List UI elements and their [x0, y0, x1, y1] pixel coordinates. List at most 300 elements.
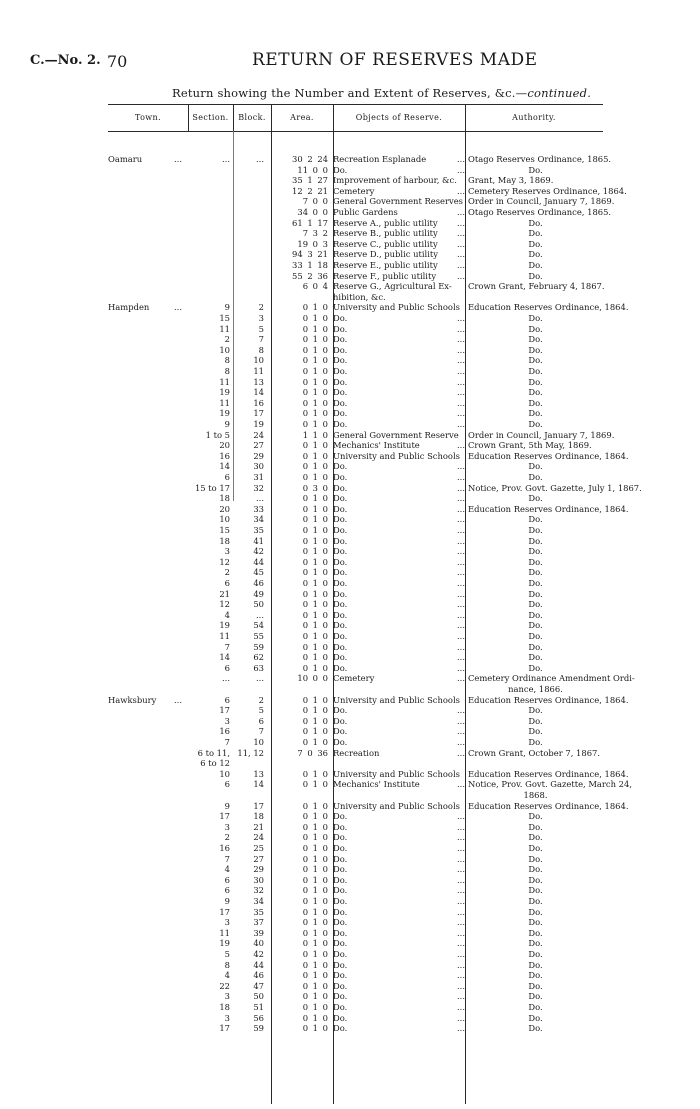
section-cell: ... [222, 673, 230, 684]
section-cell: 3 [224, 546, 230, 557]
block-cell: 11, 12 [237, 747, 264, 758]
table-row [108, 885, 603, 896]
block-cell: 54 [253, 620, 264, 631]
section-cell: 19 [219, 387, 230, 398]
object-cell: Do. [333, 715, 348, 726]
object-cell: Do. [333, 853, 348, 864]
section-cell: 17 [219, 906, 230, 917]
section-cell: 16 [219, 726, 230, 737]
authority-cell: Education Reserves Ordinance, 1864. [468, 768, 629, 779]
table-row [108, 154, 612, 165]
object-dots: ... [457, 843, 465, 853]
area-cell: 0 1 0 [302, 323, 328, 334]
table-row [108, 1002, 603, 1013]
object-dots: ... [457, 1002, 465, 1012]
authority-cell: Do. [528, 927, 543, 938]
block-cell: 18 [253, 811, 264, 822]
area-cell: 0 1 0 [302, 737, 328, 747]
table-row [108, 589, 603, 600]
block-cell: 17 [253, 800, 264, 811]
object-dots: ... [457, 991, 465, 1002]
area-cell: 0 1 0 [302, 376, 328, 387]
section-cell: 17 [219, 811, 230, 822]
area-cell: 0 1 0 [302, 885, 328, 896]
table-row [108, 557, 603, 568]
area-cell: 0 1 0 [302, 1023, 328, 1034]
area-cell: 55 2 36 [292, 270, 328, 281]
table-row [108, 536, 603, 547]
col-header-block: Block. [238, 113, 266, 122]
object-dots: ... [457, 493, 465, 504]
block-cell: 41 [253, 535, 264, 546]
area-cell: 0 1 0 [302, 334, 328, 345]
object-cell: Do. [333, 164, 348, 175]
authority-cell: Do. [528, 387, 543, 398]
section-cell: 9 [224, 419, 230, 429]
area-cell: 0 1 0 [302, 472, 328, 482]
authority-cell: Do. [528, 980, 543, 991]
section-cell: 4 [224, 609, 230, 620]
table-row [108, 324, 603, 335]
object-dots: ... [457, 366, 465, 376]
area-cell: 0 1 0 [302, 864, 328, 875]
section-cell: 19 [219, 620, 230, 631]
authority-cell: Do. [528, 631, 543, 641]
page-title: RETURN OF RESERVES MADE [252, 50, 538, 70]
authority-cell: Do. [528, 1002, 543, 1012]
authority-cell: Order in Council, January 7, 1869. [468, 196, 615, 207]
section-cell: 3 [224, 1012, 230, 1023]
area-cell: 0 1 0 [302, 1002, 328, 1012]
object-cell: Do. [333, 705, 348, 716]
authority-cell: Do. [528, 260, 543, 270]
table-row [108, 377, 603, 388]
block-cell: 17 [253, 408, 264, 419]
authority-cell: Do. [528, 249, 543, 260]
area-cell: 30 2 24 [292, 154, 328, 164]
table-row [108, 185, 627, 197]
block-cell: 40 [253, 938, 264, 949]
object-dots: ... [457, 641, 465, 652]
table-row [108, 960, 603, 971]
section-cell: 20 [219, 440, 230, 451]
authority-cell: Do. [528, 832, 543, 843]
block-cell: 7 [258, 334, 264, 345]
area-cell: 0 1 0 [302, 779, 328, 790]
object-cell: Do. [333, 313, 348, 323]
authority-cell: Notice, Prov. Govt. Gazette, July 1, 1867. [468, 482, 642, 493]
block-cell: 44 [253, 959, 264, 970]
authority-cell: Do. [528, 885, 543, 896]
authority-cell: Crown Grant, 5th May, 1869. [468, 440, 592, 451]
block-cell: 27 [253, 440, 264, 451]
object-cell: Reserve B., public utility [333, 228, 438, 239]
block-cell: 63 [253, 662, 264, 673]
area-cell: 0 1 0 [302, 344, 328, 355]
authority-cell: Cemetery Ordinance Amendment Ordi- [468, 673, 635, 684]
block-cell: 32 [253, 885, 264, 896]
object-cell: hibition, &c. [333, 291, 386, 302]
object-cell: Do. [333, 461, 348, 472]
block-cell: 14 [253, 779, 264, 790]
object-dots: ... [457, 217, 465, 228]
authority-cell: Do. [528, 556, 543, 567]
table-row [108, 239, 603, 250]
authority-cell: Do. [528, 959, 543, 970]
table-row [108, 768, 629, 780]
object-dots: ... [457, 503, 465, 514]
object-cell: Do. [333, 832, 348, 843]
object-cell: Do. [333, 588, 348, 599]
authority-cell: Do. [528, 217, 543, 228]
section-cell: 15 [219, 313, 230, 323]
object-cell: Do. [333, 1023, 348, 1034]
table-row [108, 991, 603, 1002]
table-row [108, 450, 629, 462]
section-cell: 6 [224, 578, 230, 588]
authority-cell: Education Reserves Ordinance, 1864. [468, 694, 629, 705]
object-dots: ... [457, 885, 465, 896]
authority-cell: Do. [528, 811, 543, 822]
block-cell: ... [256, 609, 264, 620]
object-cell: Recreation Esplanade [333, 154, 427, 164]
block-cell: 56 [253, 1012, 264, 1023]
table-row [108, 313, 603, 324]
object-dots: ... [457, 270, 465, 281]
section-cell: 3 [224, 715, 230, 726]
area-cell: 0 1 0 [302, 768, 328, 779]
authority-cell: Do. [528, 228, 543, 239]
object-cell: University and Public Schools [333, 768, 460, 779]
block-cell: 11 [253, 366, 264, 376]
block-cell: 6 [258, 715, 264, 726]
area-cell: 6 0 4 [302, 281, 328, 292]
area-cell: 7 3 2 [302, 228, 328, 239]
table-row [108, 271, 603, 282]
object-dots: ... [457, 185, 465, 196]
area-cell: 12 2 21 [292, 185, 328, 196]
block-cell: 8 [258, 344, 264, 355]
authority-cell: Do. [528, 366, 543, 376]
object-dots: ... [457, 164, 465, 175]
table-row [108, 907, 603, 918]
section-cell: 2 [224, 832, 230, 843]
authority-cell: Otago Reserves Ordinance, 1865. [468, 207, 612, 217]
object-cell: Do. [333, 631, 348, 641]
table-row [108, 875, 603, 886]
object-cell: Do. [333, 546, 348, 557]
object-cell: University and Public Schools [333, 694, 460, 705]
authority-cell: Do. [528, 726, 543, 737]
authority-cell: Do. [528, 164, 543, 175]
table-row [108, 175, 603, 186]
block-cell: 13 [253, 768, 264, 779]
col-header-objects: Objects of Reserve. [355, 113, 443, 122]
block-cell: 34 [253, 514, 264, 525]
section-cell: 7 [224, 737, 230, 747]
table-row [108, 472, 603, 483]
block-cell: 5 [258, 705, 264, 716]
table-header-rule [108, 131, 603, 132]
section-cell: 6 to 12 [200, 758, 230, 769]
area-cell: 0 1 0 [302, 980, 328, 991]
table-row [108, 610, 603, 621]
table-row [108, 684, 603, 695]
object-cell: Do. [333, 917, 348, 928]
table-row [108, 758, 603, 769]
authority-cell: Do. [528, 906, 543, 917]
town-cell: Hampden [108, 302, 150, 313]
object-cell: Do. [333, 387, 348, 398]
object-cell: Cemetery [333, 185, 375, 196]
area-cell: 0 1 0 [302, 694, 328, 705]
object-dots: ... [457, 588, 465, 599]
object-dots: ... [457, 705, 465, 716]
block-cell: 32 [253, 482, 264, 493]
block-cell: 35 [253, 906, 264, 917]
block-cell: 46 [253, 578, 264, 588]
block-cell: 16 [253, 397, 264, 408]
block-cell: 50 [253, 599, 264, 610]
object-cell: Do. [333, 938, 348, 949]
object-cell: Do. [333, 737, 348, 747]
area-cell: 0 1 0 [302, 843, 328, 853]
area-cell: 0 1 0 [302, 715, 328, 726]
section-cell: 19 [219, 408, 230, 419]
authority-cell: Do. [528, 609, 543, 620]
section-cell: 6 [224, 874, 230, 885]
table-row [108, 366, 603, 377]
authority-cell: Do. [528, 949, 543, 959]
object-cell: Do. [333, 970, 348, 981]
object-dots: ... [457, 980, 465, 991]
block-cell: 10 [253, 737, 264, 747]
table-row [108, 482, 642, 494]
block-cell: 2 [258, 302, 264, 313]
block-cell: 24 [253, 429, 264, 440]
table-row [108, 567, 603, 578]
block-cell: 13 [253, 376, 264, 387]
object-dots: ... [457, 726, 465, 737]
block-cell: 62 [253, 652, 264, 663]
authority-cell: Crown Grant, February 4, 1867. [468, 281, 605, 292]
authority-cell: Do. [528, 896, 543, 906]
area-cell: 0 1 0 [302, 503, 328, 514]
area-cell: 0 1 0 [302, 927, 328, 938]
section-cell: 6 [224, 779, 230, 790]
area-cell: 0 1 0 [302, 525, 328, 535]
object-cell: Do. [333, 355, 348, 366]
table-row [108, 355, 603, 366]
table-row [108, 928, 603, 939]
authority-cell: Do. [528, 938, 543, 949]
section-cell: 10 [219, 344, 230, 355]
section-cell: 14 [219, 461, 230, 472]
block-cell: 27 [253, 853, 264, 864]
object-cell: Do. [333, 567, 348, 578]
object-cell: Do. [333, 821, 348, 832]
block-cell: 42 [253, 546, 264, 557]
section-cell: 7 [224, 641, 230, 652]
block-cell: ... [256, 493, 264, 504]
object-cell: Do. [333, 1002, 348, 1012]
area-cell: 0 1 0 [302, 853, 328, 864]
authority-cell: Do. [528, 970, 543, 981]
subtitle-text: Return showing the Number and Extent of Reserves, &c.— [172, 86, 528, 100]
object-dots: ... [457, 874, 465, 885]
reserves-table [108, 104, 642, 1104]
table-row [108, 620, 603, 631]
object-cell: Public Gardens [333, 207, 398, 217]
object-cell: University and Public Schools [333, 800, 460, 811]
object-dots: ... [457, 917, 465, 928]
section-cell: 8 [224, 959, 230, 970]
object-dots: ... [457, 408, 465, 419]
authority-cell: Do. [528, 408, 543, 419]
object-cell: University and Public Schools [333, 302, 460, 313]
object-cell: Do. [333, 726, 348, 737]
object-cell: Reserve C., public utility [333, 238, 438, 249]
area-cell: 33 1 18 [292, 260, 328, 270]
object-cell: Reserve E., public utility [333, 260, 438, 270]
block-cell: 24 [253, 832, 264, 843]
section-cell: 3 [224, 821, 230, 832]
table-subtitle [172, 86, 591, 100]
authority-cell: Do. [528, 461, 543, 472]
block-cell: 5 [258, 323, 264, 334]
area-cell: 0 1 0 [302, 1012, 328, 1023]
table-row [108, 345, 603, 356]
object-dots: ... [457, 546, 465, 557]
authority-cell: Cemetery Reserves Ordinance, 1864. [468, 185, 627, 196]
table-row [108, 800, 629, 812]
authority-cell: Education Reserves Ordinance, 1864. [468, 450, 629, 461]
table-row [108, 196, 615, 207]
table-row [108, 503, 629, 515]
block-cell: 59 [253, 641, 264, 652]
section-cell: 5 [224, 949, 230, 959]
object-cell: Cemetery [333, 673, 375, 684]
block-cell: 42 [253, 949, 264, 959]
object-dots: ... [457, 472, 465, 482]
object-cell: Do. [333, 662, 348, 673]
table-row [108, 218, 603, 229]
section-cell: 11 [219, 397, 230, 408]
table-row [108, 1023, 603, 1034]
object-dots: ... [457, 514, 465, 525]
object-cell: Do. [333, 959, 348, 970]
object-cell: Do. [333, 525, 348, 535]
object-dots: ... [457, 313, 465, 323]
table-row [108, 642, 603, 653]
table-row [108, 631, 603, 642]
authority-cell: Otago Reserves Ordinance, 1865. [468, 154, 612, 164]
table-row [108, 334, 603, 345]
object-dots: ... [457, 864, 465, 875]
section-cell: 15 to 17 [194, 482, 230, 493]
table-row [108, 832, 603, 843]
object-cell: Do. [333, 874, 348, 885]
area-cell: 0 1 0 [302, 609, 328, 620]
area-cell: 0 1 0 [302, 896, 328, 906]
object-dots: ... [457, 482, 465, 493]
area-cell: 0 1 0 [302, 567, 328, 578]
object-cell: Do. [333, 609, 348, 620]
table-row [108, 663, 603, 674]
object-cell: Do. [333, 482, 348, 493]
table-row [108, 981, 603, 992]
area-cell: 0 1 0 [302, 493, 328, 504]
authority-cell: 1868. [523, 790, 548, 800]
block-cell: 35 [253, 525, 264, 535]
table-row [108, 652, 603, 663]
object-dots: ... [457, 811, 465, 822]
object-dots: ... [457, 652, 465, 663]
table-row [108, 398, 603, 409]
object-dots: ... [457, 715, 465, 726]
section-cell: 16 [219, 843, 230, 853]
table-row [108, 822, 603, 833]
object-cell: Do. [333, 991, 348, 1002]
section-cell: 17 [219, 705, 230, 716]
authority-cell: Notice, Prov. Govt. Gazette, March 24, [468, 779, 632, 790]
section-cell: 8 [224, 355, 230, 366]
authority-cell: Do. [528, 238, 543, 249]
object-cell: Do. [333, 344, 348, 355]
section-cell: 11 [219, 927, 230, 938]
object-dots: ... [457, 567, 465, 578]
table-row [108, 1013, 603, 1024]
authority-cell: Do. [528, 472, 543, 482]
section-cell: 18 [219, 493, 230, 504]
authority-cell: Do. [528, 535, 543, 546]
col-header-town: Town. [134, 113, 162, 122]
authority-cell: Do. [528, 599, 543, 610]
object-dots: ... [457, 853, 465, 864]
object-dots: ... [457, 938, 465, 949]
section-cell: 20 [219, 503, 230, 514]
section-cell: 8 [224, 366, 230, 376]
area-cell: 19 0 3 [297, 238, 328, 249]
table-row [108, 726, 603, 737]
object-cell: Do. [333, 843, 348, 853]
section-cell: 6 to 11, [197, 747, 230, 758]
table-row [108, 440, 603, 451]
authority-cell: Do. [528, 652, 543, 663]
authority-cell: Do. [528, 525, 543, 535]
table-row [108, 843, 603, 854]
col-header-area: Area. [290, 113, 314, 122]
authority-cell: Order in Council, January 7, 1869. [468, 429, 615, 440]
section-cell: 6 [224, 472, 230, 482]
block-cell: 30 [253, 461, 264, 472]
area-cell: 0 1 0 [302, 949, 328, 959]
object-dots: ... [457, 525, 465, 535]
authority-cell: Do. [528, 397, 543, 408]
object-dots: ... [457, 662, 465, 673]
block-cell: 29 [253, 450, 264, 461]
town-dots: ... [174, 154, 182, 164]
object-cell: Do. [333, 535, 348, 546]
area-cell: 35 1 27 [292, 175, 328, 186]
block-cell: ... [256, 154, 264, 164]
table-row [108, 673, 635, 684]
block-cell: 51 [253, 1002, 264, 1012]
area-cell: 0 1 0 [302, 408, 328, 419]
authority-cell: Do. [528, 991, 543, 1002]
area-cell: 0 1 0 [302, 652, 328, 663]
authority-cell: Do. [528, 1023, 543, 1034]
